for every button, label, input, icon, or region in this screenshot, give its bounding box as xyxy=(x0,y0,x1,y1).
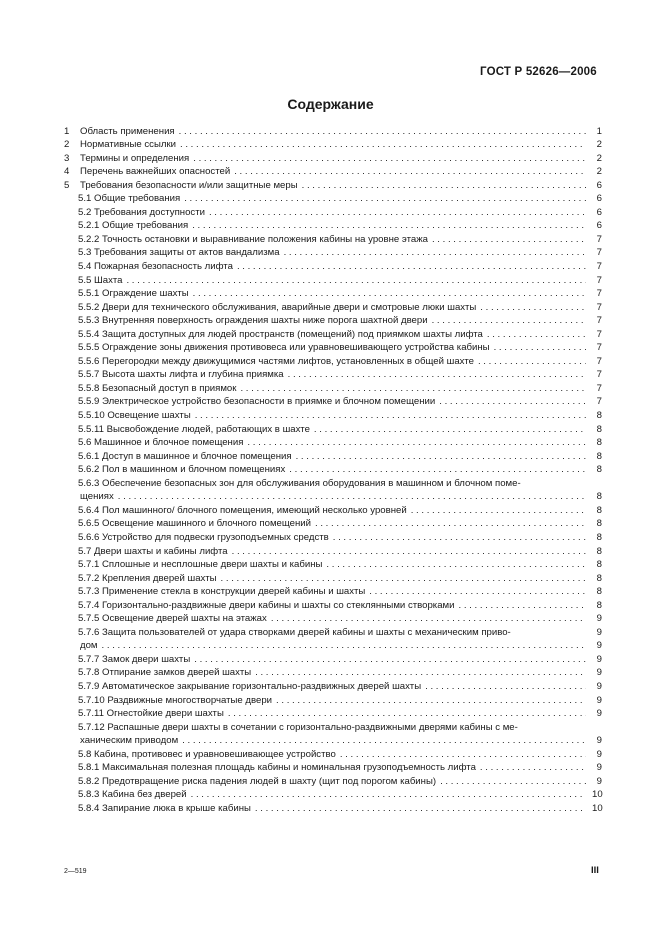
toc-dot-leader xyxy=(302,179,586,192)
table-of-contents xyxy=(64,124,602,815)
toc-entry-page: 6 xyxy=(596,220,602,232)
toc-dot-leader xyxy=(314,423,586,436)
toc-entry-title: 5.4 Пожарная безопасность лифта xyxy=(78,261,233,273)
toc-entry-page: 7 xyxy=(596,355,602,367)
toc-entry-title: 5.1 Общие требования xyxy=(78,193,181,205)
toc-entry-page: 9 xyxy=(596,653,602,665)
toc-entry-page: 8 xyxy=(596,491,602,503)
toc-entry xyxy=(64,558,602,572)
toc-entry-title: 5.6.2 Пол в машинном и блочном помещениях xyxy=(78,464,286,476)
toc-entry-page: 8 xyxy=(596,410,602,422)
toc-entry-page: 1 xyxy=(596,125,602,137)
toc-entry xyxy=(64,151,602,165)
toc-entry-page: 8 xyxy=(596,423,602,435)
toc-dot-leader xyxy=(221,572,586,585)
toc-entry xyxy=(64,490,602,504)
toc-entry-number: 1 xyxy=(64,125,70,137)
toc-dot-leader xyxy=(333,531,586,544)
toc-entry xyxy=(64,625,602,639)
toc-entry xyxy=(64,679,602,693)
toc-entry xyxy=(64,232,602,246)
toc-entry-title: Перечень важнейших опасностей xyxy=(80,166,231,178)
toc-entry-page: 2 xyxy=(596,166,602,178)
toc-entry xyxy=(64,138,602,152)
toc-entry-page: 6 xyxy=(596,179,602,191)
toc-entry-title: 5.8.2 Предотвращение риска падения людей в шахту (щит под порогом кабины) xyxy=(78,775,437,787)
toc-entry xyxy=(64,422,602,436)
toc-entry xyxy=(64,327,602,341)
toc-entry-page: 7 xyxy=(596,288,602,300)
toc-entry-title: 5.8.1 Максимальная полезная площадь кабины и номинальная грузоподъемность лифта xyxy=(78,762,476,774)
toc-entry-page: 7 xyxy=(596,247,602,259)
toc-entry-title: 5.5.1 Ограждение шахты xyxy=(78,288,189,300)
toc-dot-leader xyxy=(296,450,586,463)
toc-entry-page: 7 xyxy=(596,369,602,381)
toc-dot-leader xyxy=(340,748,586,761)
toc-dot-leader xyxy=(180,138,586,151)
toc-entry-title: 5.7.6 Защита пользователей от удара створками дверей кабины и шахты с механическим приво- xyxy=(78,626,511,638)
toc-dot-leader xyxy=(192,219,586,232)
toc-entry-page: 9 xyxy=(596,626,602,638)
footer-print-code: 2—519 xyxy=(64,868,87,875)
toc-dot-leader xyxy=(102,639,586,652)
toc-entry-title: 5.6.3 Обеспечение безопасных зон для обслуживания оборудования в машинном и блочном поме- xyxy=(78,477,521,489)
toc-entry xyxy=(64,747,602,761)
toc-entry-page: 7 xyxy=(596,261,602,273)
toc-entry-title: 5.2.2 Точность остановки и выравнивание положения кабины на уровне этажа xyxy=(78,233,428,245)
toc-entry-page: 9 xyxy=(596,708,602,720)
toc-entry xyxy=(64,503,602,517)
toc-entry xyxy=(64,517,602,531)
toc-entry-title: 5.6.5 Освещение машинного и блочного помещений xyxy=(78,518,312,530)
toc-dot-leader xyxy=(369,585,586,598)
toc-dot-leader xyxy=(480,301,586,314)
toc-entry xyxy=(64,734,602,748)
toc-entry-page: 6 xyxy=(596,193,602,205)
toc-entry xyxy=(64,652,602,666)
toc-entry xyxy=(64,192,602,206)
toc-entry-page: 9 xyxy=(596,748,602,760)
toc-entry-page: 8 xyxy=(596,531,602,543)
toc-entry xyxy=(64,585,602,599)
toc-entry-title: дом xyxy=(80,640,98,652)
toc-entry-page: 10 xyxy=(592,802,603,814)
toc-entry xyxy=(64,341,602,355)
toc-entry xyxy=(64,287,602,301)
toc-dot-leader xyxy=(191,788,586,801)
toc-entry-page: 7 xyxy=(596,315,602,327)
toc-entry-title: 5.5.6 Перегородки между движущимися частями лифтов, установленных в общей шахте xyxy=(78,355,474,367)
toc-entry-page: 2 xyxy=(596,152,602,164)
toc-entry-page: 9 xyxy=(596,735,602,747)
toc-entry xyxy=(64,246,602,260)
toc-entry xyxy=(64,761,602,775)
toc-entry-title: Термины и определения xyxy=(80,152,190,164)
toc-entry-page: 7 xyxy=(596,382,602,394)
toc-entry-number: 4 xyxy=(64,166,70,178)
toc-entry xyxy=(64,530,602,544)
toc-entry xyxy=(64,571,602,585)
toc-entry xyxy=(64,801,602,815)
toc-entry-page: 6 xyxy=(596,206,602,218)
toc-entry-title: 5.7.5 Освещение дверей шахты на этажах xyxy=(78,613,267,625)
toc-entry-title: 5.7.3 Применение стекла в конструкции дверей кабины и шахты xyxy=(78,586,366,598)
toc-entry xyxy=(64,707,602,721)
toc-entry-title: 5.7.7 Замок двери шахты xyxy=(78,653,191,665)
toc-entry xyxy=(64,219,602,233)
toc-dot-leader xyxy=(237,260,586,273)
toc-entry-title: 5.5.7 Высота шахты лифта и глубина приямка xyxy=(78,369,284,381)
toc-entry-title: 5.8.3 Кабина без дверей xyxy=(78,789,187,801)
toc-entry-title: 5.7 Двери шахты и кабины лифта xyxy=(78,545,228,557)
toc-entry-title: 5.5.3 Внутренняя поверхность ограждения шахты ниже порога шахтной двери xyxy=(78,315,428,327)
toc-entry-title: 5.5.10 Освещение шахты xyxy=(78,410,191,422)
toc-dot-leader xyxy=(228,707,586,720)
toc-dot-leader xyxy=(194,653,586,666)
toc-entry xyxy=(64,273,602,287)
toc-entry-title: 5.6 Машинное и блочное помещения xyxy=(78,437,244,449)
toc-dot-leader xyxy=(240,382,586,395)
toc-dot-leader xyxy=(480,761,586,774)
toc-entry xyxy=(64,544,602,558)
toc-entry xyxy=(64,314,602,328)
toc-entry-page: 8 xyxy=(596,545,602,557)
toc-entry-page: 8 xyxy=(596,464,602,476)
toc-entry-title: 5.8.4 Запирание люка в крыше кабины xyxy=(78,802,251,814)
toc-dot-leader xyxy=(232,545,586,558)
toc-entry-page: 8 xyxy=(596,586,602,598)
toc-dot-leader xyxy=(118,490,586,503)
toc-entry-title: 5.6.1 Доступ в машинное и блочное помещения xyxy=(78,450,292,462)
toc-dot-leader xyxy=(439,395,586,408)
toc-entry xyxy=(64,476,602,490)
toc-entry-page: 9 xyxy=(596,775,602,787)
toc-dot-leader xyxy=(126,274,586,287)
toc-dot-leader xyxy=(289,463,586,476)
toc-entry-title: 5.7.12 Распашные двери шахты в сочетании с горизонтально-раздвижными дверями кабины с ме- xyxy=(78,721,518,733)
toc-dot-leader xyxy=(255,802,586,815)
toc-entry-page: 8 xyxy=(596,450,602,462)
toc-entry-title: 5.5.4 Защита доступных для людей пространств (помещений) под приямком шахты лифта xyxy=(78,328,483,340)
toc-entry-page: 8 xyxy=(596,504,602,516)
toc-dot-leader xyxy=(487,328,586,341)
toc-dot-leader xyxy=(440,775,586,788)
toc-entry-title: 5.7.1 Сплошные и несплошные двери шахты и кабины xyxy=(78,559,323,571)
toc-entry xyxy=(64,612,602,626)
toc-entry-title: 5.2.1 Общие требования xyxy=(78,220,189,232)
toc-entry-title: Требования безопасности и/или защитные меры xyxy=(80,179,298,191)
toc-entry-title: 5.6.6 Устройство для подвески грузоподъемных средств xyxy=(78,531,329,543)
toc-entry-title: 5.8 Кабина, противовес и уравновешивающее устройство xyxy=(78,748,336,760)
toc-dot-leader xyxy=(459,599,587,612)
toc-dot-leader xyxy=(193,287,586,300)
toc-entry xyxy=(64,774,602,788)
toc-entry-page: 9 xyxy=(596,680,602,692)
toc-dot-leader xyxy=(195,409,586,422)
toc-entry-title: Нормативные ссылки xyxy=(80,139,177,151)
toc-dot-leader xyxy=(478,355,586,368)
toc-entry-title: 5.5.8 Безопасный доступ в приямок xyxy=(78,382,237,394)
toc-entry-title: 5.5.9 Электрическое устройство безопасности в приямке и блочном помещении xyxy=(78,396,436,408)
toc-entry xyxy=(64,165,602,179)
toc-entry xyxy=(64,408,602,422)
toc-entry-page: 8 xyxy=(596,599,602,611)
toc-entry-title: 5.7.9 Автоматическое закрывание горизонтально-раздвижных дверей шахты xyxy=(78,680,422,692)
toc-entry-number: 2 xyxy=(64,139,70,151)
toc-entry-title: 5.5 Шахта xyxy=(78,274,123,286)
toc-entry xyxy=(64,368,602,382)
toc-entry-page: 9 xyxy=(596,613,602,625)
toc-entry-page: 8 xyxy=(596,572,602,584)
toc-entry xyxy=(64,124,602,138)
toc-entry-page: 7 xyxy=(596,396,602,408)
toc-entry-number: 5 xyxy=(64,179,70,191)
toc-entry-title: 5.2 Требования доступности xyxy=(78,206,205,218)
toc-entry xyxy=(64,205,602,219)
toc-entry xyxy=(64,598,602,612)
toc-entry xyxy=(64,639,602,653)
toc-dot-leader xyxy=(425,680,586,693)
toc-entry-title: 5.5.2 Двери для технического обслуживания, аварийные двери и смотровые люки шахты xyxy=(78,301,477,313)
toc-entry-page: 9 xyxy=(596,694,602,706)
toc-entry-page: 10 xyxy=(592,789,603,801)
toc-dot-leader xyxy=(193,152,586,165)
toc-entry xyxy=(64,720,602,734)
toc-entry-title: 5.7.8 Отпирание замков дверей шахты xyxy=(78,667,252,679)
toc-dot-leader xyxy=(271,612,586,625)
toc-entry-page: 9 xyxy=(596,667,602,679)
toc-entry-page: 7 xyxy=(596,328,602,340)
toc-entry xyxy=(64,395,602,409)
toc-entry xyxy=(64,259,602,273)
toc-entry-page: 8 xyxy=(596,559,602,571)
toc-dot-leader xyxy=(432,314,586,327)
toc-dot-leader xyxy=(284,246,586,259)
toc-entry-title: 5.7.10 Раздвижные многостворчатые двери xyxy=(78,694,273,706)
toc-entry-page: 7 xyxy=(596,342,602,354)
toc-entry xyxy=(64,381,602,395)
footer-page-number: III xyxy=(591,865,599,876)
toc-entry-title: щениях xyxy=(80,491,114,503)
toc-dot-leader xyxy=(255,666,586,679)
toc-entry-number: 3 xyxy=(64,152,70,164)
toc-dot-leader xyxy=(432,233,586,246)
toc-dot-leader xyxy=(276,694,586,707)
toc-entry xyxy=(64,463,602,477)
toc-entry-page: 9 xyxy=(596,640,602,652)
toc-entry-page: 7 xyxy=(596,233,602,245)
toc-entry xyxy=(64,693,602,707)
page-title: Содержание xyxy=(287,96,374,112)
toc-entry-page: 8 xyxy=(596,518,602,530)
toc-entry xyxy=(64,300,602,314)
standard-number: ГОСТ Р 52626—2006 xyxy=(480,66,597,78)
toc-dot-leader xyxy=(184,192,586,205)
toc-entry-title: 5.6.4 Пол машинного/ блочного помещения, имеющий несколько уровней xyxy=(78,504,407,516)
toc-entry-title: Область применения xyxy=(80,125,175,137)
toc-dot-leader xyxy=(288,368,586,381)
toc-entry-page: 2 xyxy=(596,139,602,151)
toc-entry-page: 7 xyxy=(596,274,602,286)
toc-entry-title: 5.7.2 Крепления дверей шахты xyxy=(78,572,217,584)
toc-dot-leader xyxy=(494,341,586,354)
toc-entry-title: 5.7.11 Огнестойкие двери шахты xyxy=(78,708,224,720)
toc-entry-title: 5.5.11 Высвобождение людей, работающих в шахте xyxy=(78,423,310,435)
toc-dot-leader xyxy=(234,165,586,178)
toc-entry xyxy=(64,449,602,463)
toc-entry-page: 7 xyxy=(596,301,602,313)
toc-entry-page: 8 xyxy=(596,437,602,449)
toc-entry-title: 5.5.5 Ограждение зоны движения противовеса или уравновешивающего устройства кабины xyxy=(78,342,490,354)
toc-dot-leader xyxy=(182,734,586,747)
toc-dot-leader xyxy=(247,436,586,449)
toc-dot-leader xyxy=(315,517,586,530)
toc-dot-leader xyxy=(326,558,586,571)
toc-entry xyxy=(64,436,602,450)
toc-dot-leader xyxy=(179,125,586,138)
toc-entry xyxy=(64,666,602,680)
toc-dot-leader xyxy=(411,504,586,517)
toc-entry-title: ханическим приводом xyxy=(80,735,179,747)
toc-entry xyxy=(64,788,602,802)
toc-entry xyxy=(64,354,602,368)
toc-entry-title: 5.7.4 Горизонтально-раздвижные двери кабины и шахты со стеклянными створками xyxy=(78,599,455,611)
toc-dot-leader xyxy=(209,206,586,219)
toc-entry-page: 9 xyxy=(596,762,602,774)
toc-entry-title: 5.3 Требования защиты от актов вандализма xyxy=(78,247,280,259)
toc-entry xyxy=(64,178,602,192)
